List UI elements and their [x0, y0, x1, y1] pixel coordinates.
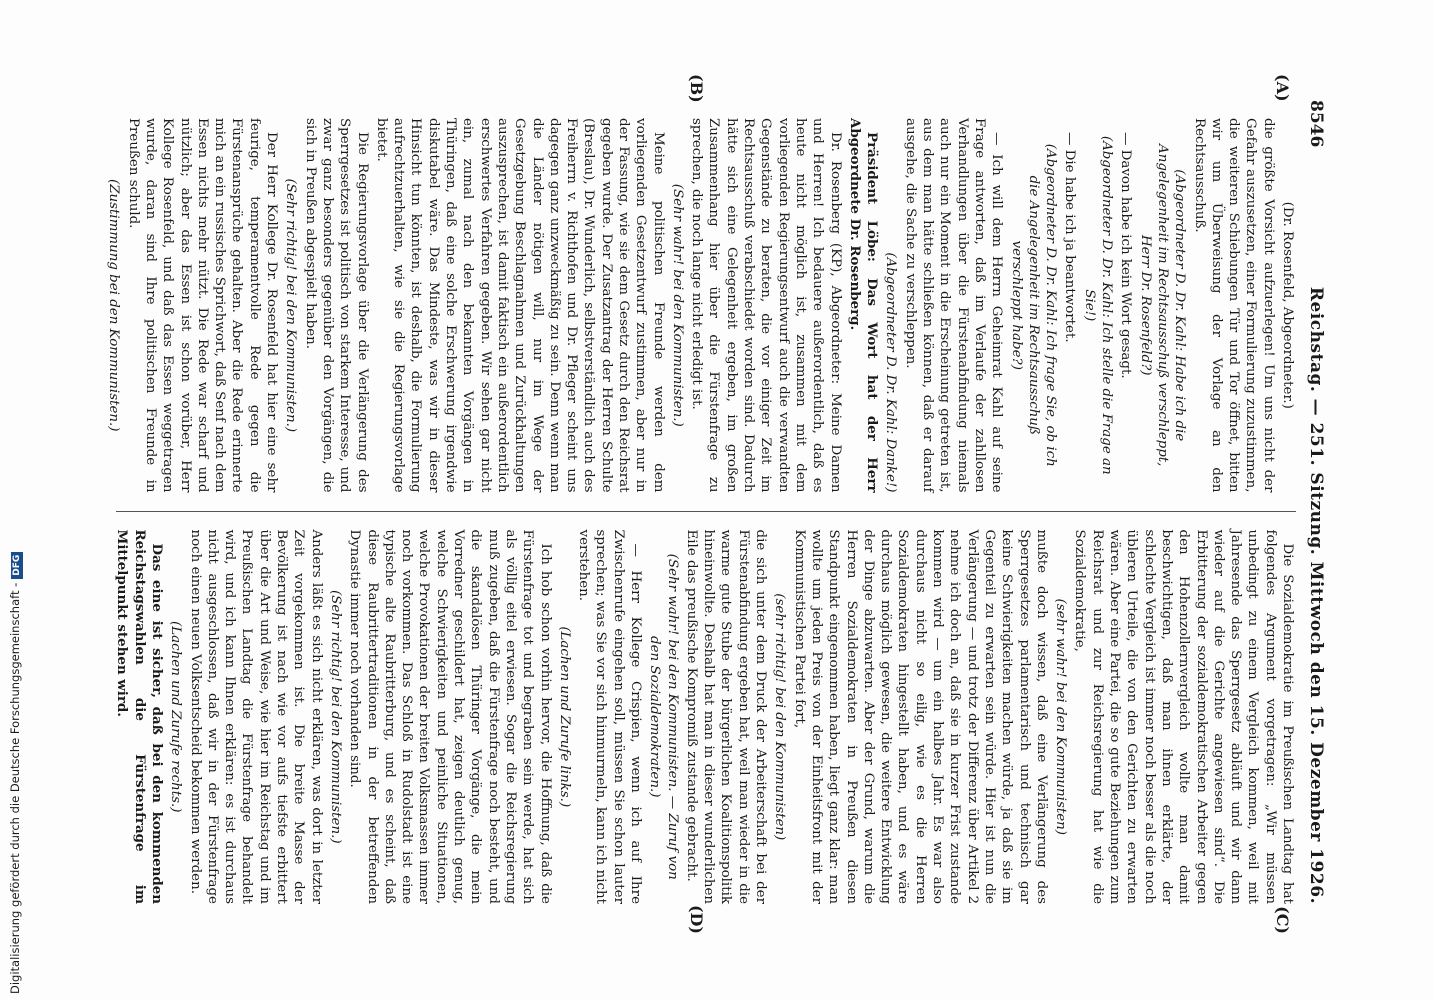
paragraph: Die Sozialdemokratie im Preußischen Landtag hat folgendes Argument vorgetragen: „Wir müssen unbedingt zu einem Vergleich kommen, weil mit Jahresende das Sperrgesetz abläuft und wir dann wieder auf die Gerichte angewiesen sind“. Die Erbitterung der sozialdemokratischen Arbeiter gegen den Hohenzollernvergleich wollte man damit beschwichtigen, daß man ihnen erklärte, der schlechte Vergleich ist immer noch besser als die noch übleren Urteile, die von den Gerichten zu erwarten wären. Aber eine Partei, die so gute Beziehungen zum Reichsrat und zur Reichsregierung hat wie die Sozialdemokratie, [1072, 529, 1295, 904]
interjection: (Zustimmung bei den Kommunisten.) [106, 179, 122, 432]
paragraph: Anders läßt es sich nicht erklären, was dort in letzter Zeit vorgekommen ist. Die breite Masse der Bevölkerung ist nach wie vor aufs tiefste erbittert über die Art und Weise, wie hier im Reichstag und im Preußischen Landtag die Fürstenfrage behandelt wird, und ich kann Ihnen erklären: es ist durchaus nicht ausgeschlossen, daß wir in der Fürstenfrage noch einen neuen Volksentscheid bekommen werden. [187, 529, 324, 904]
paragraph: Die Regierungsvorlage über die Verlängerung des Sperrgesetzes ist politisch von starkem Interesse, und zwar ganz besonders gegenüber den Vorgängen, die sich in Preußen abgespielt haben. [302, 118, 370, 493]
paragraph: Meine politischen Freunde werden dem vorliegenden Gesetzentwurf zustimmen, aber nur in der Fassung, wie sie dem Gesetz durch den Reichsrat gegeben wurde. Der Zusatzantrag der Herren Schulte (Breslau), Dr. Wunderlich, selbstverständlich auch des Freiherrn v. Richthofen und Dr. Pfleger scheint uns dagegen ganz unzweckmäßig zu sein. Denn wenn man die Länder nötigen will, nur im Wege der Gesetzgebung Beschlagnahmen und Zurückhaltungen auszusprechen, ist damit faktisch ein außerordentlich erschwertes Verfahren gegeben. Wir sehen gar nicht ein, zumal nach den bekannten Vorgängen in Thüringen, daß eine solche Erschwerung irgendwie diskutabel wäre. Das Mindeste, was wir in dieser Hinsicht tun könnten, ist deshalb, die Formulierung aufrechtzuerhalten, wie sie die Regierungsvorlage bietet. [373, 118, 666, 493]
right-column [116, 512, 1296, 905]
footer-text: Digitalisierung gefördert durch die Deutsche Forschungsgemeinschaft - [8, 582, 22, 994]
paragraph: — Davon habe ich kein Wort gesagt. [1118, 132, 1134, 379]
interjection: (sehr richtig! bei den Kommunisten) [772, 593, 788, 841]
paragraph: — Ich will dem Herrn Geheimrat Kahl auf seine Frage antworten, daß im Verlaufe der zahllosen Verhandlungen über die Fürstenabfindung niemals auch nur ein Moment in die Erscheinung getreten ist, aus dem man hätte schließen können, daß er darauf ausgehe, die Sache zu verschleppen. [902, 118, 1005, 493]
paragraph: Der Herr Kollege Dr. Rosenfeld hat hier eine sehr feurige, temperamentvolle Rede gegen die Fürstenansprüche gehalten. Aber die Rede erinnerte mich an ein russisches Sprichwort, daß Senf nach dem Essen nichts mehr nützt. Die Rede war scharf und nützlich; aber das Essen ist schon vorüber, Herr Kollege Rosenfeld, und daß das Essen weggetragen wurde, daran sind Ihre politischen Freunde in Preußen schuld. [125, 118, 280, 493]
page-number: 8546 [1306, 100, 1326, 148]
margin-marker-d: (D) [687, 904, 706, 934]
interjection: (Sehr wahr! bei den Kommunisten. — Zuruf von den Sozialdemokraten.) [647, 553, 680, 880]
paragraph: Präsident Löbe: Das Wort hat der Herr Abgeordnete Dr. Rosenberg. [846, 118, 881, 493]
paragraph: Ich hob schon vorhin hervor, die Hoffnung, daß die Fürstenfrage tot und begraben sein werde, hat sich als völlig eitel erwiesen. Sogar die Reichsregierung muß zugeben, daß die Fürstenfrage noch besteht, und die skandalösen Thüringer Vorgänge, die mein Vorredner geschildert hat, zeigen deutlich genug, welche Schwierigkeiten und peinliche Situationen, welche Provokationen der breiten Volksmassen immer noch vorkommen. Das Schloß in Rudolstadt ist eine typische alte Raubritterburg, und es scheint, daß diese Raubrittertraditionen in der betreffenden Dynastie immer noch vorhanden sind. [347, 529, 553, 904]
interjection: (Abgeordneter D. Dr. Kahl: Ich stelle die Frage an Sie!) [1081, 135, 1115, 475]
dfg-logo: DFG [11, 552, 23, 579]
interjection: (Abgeordneter D. Dr. Kahl: Habe ich die Angelegenheit im Rechtsausschuß verschleppt, Herr Dr. Rosenfeld?) [1137, 144, 1188, 467]
interjection: (Sehr richtig! bei den Kommunisten.) [327, 589, 343, 844]
paragraph: Das eine ist sicher, daß bei den kommenden Reichstagswahlen die Fürstenfrage im Mittelpunkt stehen wird. [114, 529, 165, 904]
digitization-footer [6, 0, 24, 1000]
interjection: (Sehr richtig! bei den Kommunisten.) [283, 178, 299, 433]
page-header [1302, 100, 1326, 904]
paragraph: — Die habe ich ja beantwortet. [1062, 132, 1078, 343]
paragraph: mußte doch wissen, daß eine Verlängerung des Sperrgesetzes parlamentarisch und technisch gar keine Schwierigkeiten machen würde, ja daß sie im Gegenteil zu erwarten sein würde. Hier ist nun die Verlängerung — und trotz der Differenz über Artikel 2 nehme ich doch an, daß sie in kurzer Frist zustande kommen wird — um ein halbes Jahr. Es war also durchaus nicht so eilig, wie es die Herren Sozialdemokraten hingestellt haben, und es wäre durchaus möglich gewesen, die weitere Entwicklung der Dinge abzuwarten. Aber der Grund, warum die Herren Sozialdemokraten in Preußen diesen Standpunkt eingenommen haben, liegt ganz klar: man wollte um jeden Preis von der Einheitsfront mit der Kommunistischen Partei fort, [791, 529, 1049, 904]
paragraph: Dr. Rosenberg (KP), Abgeordneter: Meine Damen und Herren! Ich bedauere außerordentlich, daß es heute nicht möglich ist, zusammen mit dem vorliegenden Regierungsentwurf auch die verwandten Gegenstände zu beraten, die vor einiger Zeit im Rechtsausschuß verabschiedet worden sind. Dadurch hätte sich eine Gelegenheit ergeben, im großen Zusammenhang hier über die Fürstenfrage zu sprechen, die noch lange nicht erledigt ist. [689, 118, 843, 493]
margin-marker-c: (C) [1273, 906, 1292, 934]
interjection: (Lachen und Zurufe rechts.) [168, 621, 184, 813]
interjection: (Lachen und Zurufe links.) [556, 626, 572, 808]
paragraph: die größte Vorsicht aufzuerlegen! Um uns nicht der Gefahr auszusetzen, einer Formulierung zuzustimmen, die weiteren Schiebungen Tür und Tor öffnet, bitten wir um Überweisung der Vorlage an den Rechtsausschuß. [1191, 118, 1276, 493]
interjection: (Sehr wahr! bei den Kommunisten.) [669, 183, 685, 427]
margin-marker-b: (B) [687, 74, 706, 103]
speaker-continued: (Dr. Rosenfeld, Abgeordneter.) [1280, 201, 1295, 409]
margin-marker-a: (A) [1273, 74, 1292, 102]
interjection: (sehr wahr! bei den Kommunisten) [1053, 598, 1069, 835]
interjection: (Abgeordneter D. Dr. Kahl: Ich frage Sie, ob ich die Angelegenheit im Rechtsausschuß verschleppt habe?) [1008, 143, 1059, 467]
text-columns [106, 74, 1296, 934]
paragraph: — Herr Kollege Crispien, wenn ich auf Ihre Zwischenrufe eingehen soll, müssen Sie schon lauter sprechen; was Sie vor sich hinmurmeln, kann ich nicht verstehen. [576, 529, 644, 904]
interjection: (Abgeordneter D. Dr. Kahl: Danke!) [883, 252, 899, 493]
paragraph: die sich unter dem Druck der Arbeiterschaft bei der Fürstenabfindung ergeben hat, weil man wieder in die warme gute Stube der bürgerlichen Koalitionspolitik hineinwollte. Deshalb hat man in dieser wunderlichen Eile das preußische Kompromiß zustande gebracht. [683, 529, 769, 904]
page-title: Reichstag. — 251. Sitzung. Mittwoch den 15. Dezember 1926. [1306, 286, 1326, 904]
left-column [106, 100, 1296, 511]
